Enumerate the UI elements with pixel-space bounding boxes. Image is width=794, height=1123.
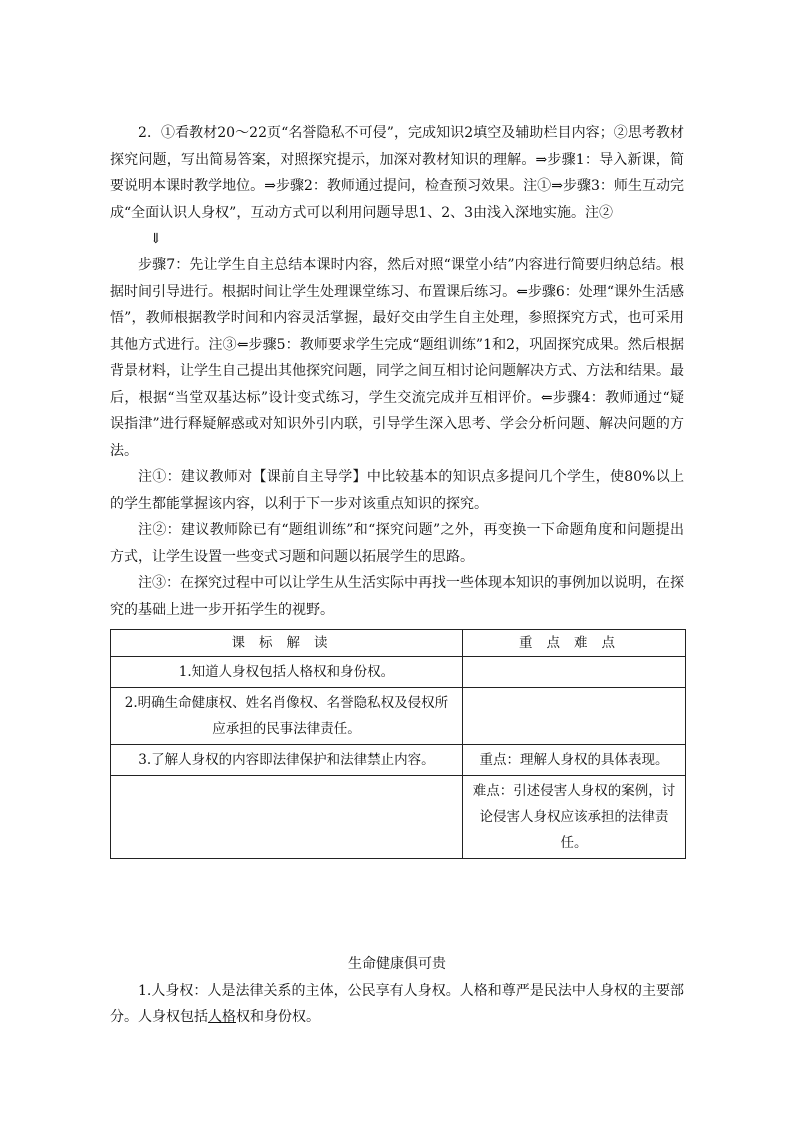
note-1: 注①：建议教师对【课前自主导学】中比较基本的知识点多提问几个学生，使80%以上的学生都能掌握该内容，以利于下一步对该重点知识的探究。 bbox=[110, 469, 684, 512]
table-cell bbox=[463, 688, 686, 745]
header-key-points: 重点难点 bbox=[463, 630, 686, 657]
curriculum-table bbox=[110, 629, 686, 859]
table-cell: 3.了解人身权的内容即法律保护和法律禁止内容。 bbox=[111, 745, 463, 776]
note-3: 注③：在探究过程中可以让学生从生活实际中再找一些体现本知识的事例加以说明，在探究的基础上进一步开拓学生的视野。 bbox=[110, 575, 684, 618]
section-item-1 bbox=[110, 978, 684, 1031]
table-row bbox=[111, 776, 686, 859]
document-page bbox=[110, 120, 684, 1031]
table-cell bbox=[111, 776, 463, 859]
table-row bbox=[111, 657, 686, 688]
note-2: 注②：建议教师除已有“题组训练”和“探究问题”之外，再变换一下命题角度和问题提出方式，让学生设置一些变式习题和问题以拓展学生的思路。 bbox=[110, 522, 684, 565]
paragraph-step-4-7: 步骤7：先让学生自主总结本课时内容，然后对照“课堂小结”内容进行简要归纳总结。根据时间引导进行。根据时间让学生处理课堂练习、布置课后练习。⇐步骤6：处理“课外生活感悟”，教师根据教学时间和内容灵活掌握，最好交由学生自主处理，参照探究方式，也可采用其他方式进行。注③⇐步骤5：教师要求学生完成“题组训练”1和2，巩固探究成果。然后根据背景材料，让学生自己提出其他探究问题，同学之间互相讨论问题解决方式、方法和结果。最后，根据“当堂双基达标”设计变式练习，学生交流完成并互相评价。⇐步骤4：教师通过“疑误指津”进行释疑解惑或对知识外引内联，引导学生深入思考、学会分析问题、解决问题的方法。 bbox=[110, 257, 684, 459]
item-text: 1.人身权：人是法律关系的主体，公民享有人身权。人格和尊严是民法中人身权的主要部分。人身权包括 bbox=[110, 982, 684, 1025]
item-underlined-text: 人格 bbox=[208, 1009, 236, 1025]
table-header-row bbox=[111, 630, 686, 657]
table-cell: 1.知道人身权包括人格权和身份权。 bbox=[111, 657, 463, 688]
table-cell: 难点：引述侵害人身权的案例，讨论侵害人身权应该承担的法律责任。 bbox=[463, 776, 686, 859]
down-arrow-icon: ⇓ bbox=[150, 231, 162, 247]
table-cell bbox=[463, 657, 686, 688]
item-text-end: 权和身份权。 bbox=[236, 1009, 320, 1025]
header-curriculum: 课标解读 bbox=[111, 630, 463, 657]
table-row bbox=[111, 688, 686, 745]
table-cell: 重点：理解人身权的具体表现。 bbox=[463, 745, 686, 776]
section-title: 生命健康俱可贵 bbox=[348, 956, 446, 972]
table-row bbox=[111, 745, 686, 776]
table-cell: 2.明确生命健康权、姓名肖像权、名誉隐私权及侵权所应承担的民事法律责任。 bbox=[111, 688, 463, 745]
paragraph-step-1-3: 2．①看教材20～22页“名誉隐私不可侵”，完成知识2填空及辅助栏目内容；②思考教材探究问题，写出简易答案，对照探究提示，加深对教材知识的理解。⇒步骤1：导入新课，简要说明本课时教学地位。⇒步骤2：教师通过提问，检查预习效果。注①⇒步骤3：师生互动完成“全面认识人身权”，互动方式可以利用问题导思1、2、3由浅入深地实施。注② bbox=[110, 125, 684, 221]
